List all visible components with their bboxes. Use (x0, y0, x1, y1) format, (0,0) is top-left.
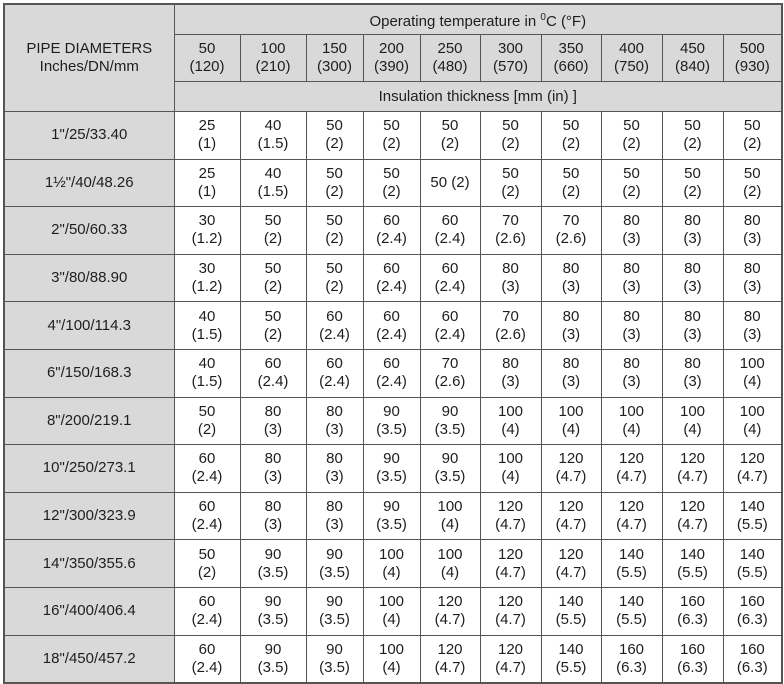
thickness-cell: 50 (2) (363, 159, 420, 207)
temperature-header: 450 (840) (662, 35, 723, 82)
thickness-cell: 160 (6.3) (601, 635, 662, 683)
thickness-cell: 160 (6.3) (723, 635, 782, 683)
thickness-cell: 120 (4.7) (662, 445, 723, 493)
thickness-cell: 80 (3) (723, 207, 782, 255)
thickness-cell: 60 (2.4) (240, 349, 306, 397)
thickness-cell: 50 (2) (480, 112, 541, 160)
thickness-cell: 90 (3.5) (240, 587, 306, 635)
temperature-header: 200 (390) (363, 35, 420, 82)
temperature-header: 500 (930) (723, 35, 782, 82)
operating-temperature-header (174, 4, 782, 35)
thickness-cell: 50 (2) (306, 112, 363, 160)
thickness-cell: 60 (2.4) (174, 492, 240, 540)
thickness-cell: 50 (2) (240, 207, 306, 255)
thickness-cell: 80 (3) (480, 254, 541, 302)
thickness-cell: 80 (3) (662, 302, 723, 350)
pipe-diameter-cell: 8"/200/219.1 (4, 397, 174, 445)
thickness-cell: 60 (2.4) (420, 207, 480, 255)
pipe-diameter-cell: 16"/400/406.4 (4, 587, 174, 635)
thickness-cell: 120 (4.7) (480, 492, 541, 540)
thickness-cell: 140 (5.5) (601, 587, 662, 635)
thickness-cell: 50 (2) (601, 159, 662, 207)
thickness-cell: 120 (4.7) (480, 540, 541, 588)
thickness-cell: 60 (2.4) (420, 254, 480, 302)
thickness-cell: 90 (3.5) (306, 635, 363, 683)
thickness-cell: 80 (3) (541, 302, 601, 350)
thickness-cell: 80 (3) (480, 349, 541, 397)
thickness-cell: 140 (5.5) (541, 635, 601, 683)
table-row (4, 112, 782, 160)
temperature-header: 150 (300) (306, 35, 363, 82)
pipe-diameter-cell: 4"/100/114.3 (4, 302, 174, 350)
table-row (4, 302, 782, 350)
table-row (4, 635, 782, 683)
thickness-cell: 70 (2.6) (420, 349, 480, 397)
thickness-cell: 50 (2) (240, 254, 306, 302)
pipe-diameter-cell: 14"/350/355.6 (4, 540, 174, 588)
table-row (4, 587, 782, 635)
temperature-header: 350 (660) (541, 35, 601, 82)
thickness-cell: 160 (6.3) (662, 635, 723, 683)
thickness-cell: 50 (2) (240, 302, 306, 350)
thickness-cell: 120 (4.7) (723, 445, 782, 493)
thickness-cell: 60 (2.4) (363, 254, 420, 302)
thickness-cell: 50 (2) (662, 112, 723, 160)
thickness-cell: 70 (2.6) (480, 207, 541, 255)
thickness-cell: 120 (4.7) (480, 587, 541, 635)
thickness-cell: 100 (4) (723, 397, 782, 445)
thickness-cell: 90 (3.5) (363, 397, 420, 445)
thickness-cell: 80 (3) (662, 349, 723, 397)
table-row (4, 159, 782, 207)
thickness-cell: 100 (4) (601, 397, 662, 445)
thickness-cell: 140 (5.5) (541, 587, 601, 635)
thickness-cell: 50 (2) (601, 112, 662, 160)
thickness-cell: 90 (3.5) (363, 492, 420, 540)
thickness-cell: 60 (2.4) (174, 445, 240, 493)
thickness-cell: 50 (2) (306, 254, 363, 302)
thickness-cell: 80 (3) (662, 207, 723, 255)
thickness-cell: 60 (2.4) (306, 349, 363, 397)
thickness-cell: 100 (4) (363, 587, 420, 635)
thickness-cell: 50 (2) (306, 207, 363, 255)
thickness-cell: 50 (2) (174, 397, 240, 445)
thickness-cell: 60 (2.4) (363, 207, 420, 255)
thickness-cell: 90 (3.5) (363, 445, 420, 493)
thickness-cell: 90 (3.5) (420, 445, 480, 493)
table-row (4, 397, 782, 445)
thickness-cell: 80 (3) (601, 302, 662, 350)
thickness-cell: 40 (1.5) (240, 112, 306, 160)
thickness-cell: 80 (3) (662, 254, 723, 302)
thickness-cell: 60 (2.4) (363, 302, 420, 350)
thickness-cell: 50 (2) (420, 159, 480, 207)
thickness-cell: 100 (4) (363, 540, 420, 588)
thickness-cell: 120 (4.7) (601, 492, 662, 540)
thickness-cell: 140 (5.5) (723, 540, 782, 588)
thickness-cell: 80 (3) (723, 254, 782, 302)
thickness-cell: 120 (4.7) (541, 540, 601, 588)
thickness-cell: 60 (2.4) (174, 587, 240, 635)
temp-title-text: Operating temperature in (369, 12, 541, 30)
thickness-cell: 25 (1) (174, 159, 240, 207)
thickness-cell: 160 (6.3) (723, 587, 782, 635)
temp-title-sup: 0 (540, 11, 546, 23)
thickness-cell: 50 (2) (363, 112, 420, 160)
thickness-cell: 70 (2.6) (480, 302, 541, 350)
thickness-cell: 90 (3.5) (306, 587, 363, 635)
thickness-cell: 50 (2) (480, 159, 541, 207)
table-row (4, 207, 782, 255)
table-row (4, 540, 782, 588)
temperature-header: 300 (570) (480, 35, 541, 82)
thickness-cell: 50 (2) (174, 540, 240, 588)
pipe-diameter-cell: 18"/450/457.2 (4, 635, 174, 683)
pipe-diameter-cell: 10"/250/273.1 (4, 445, 174, 493)
thickness-cell: 40 (1.5) (240, 159, 306, 207)
thickness-cell: 40 (1.5) (174, 349, 240, 397)
thickness-cell: 100 (4) (420, 540, 480, 588)
thickness-cell: 120 (4.7) (601, 445, 662, 493)
thickness-cell: 80 (3) (541, 254, 601, 302)
pipe-diameter-cell: 1½"/40/48.26 (4, 159, 174, 207)
thickness-cell: 50 (2) (723, 112, 782, 160)
pipe-diameter-cell: 3"/80/88.90 (4, 254, 174, 302)
thickness-cell: 100 (4) (541, 397, 601, 445)
temp-title-unit: C (°F) (545, 12, 587, 30)
thickness-cell: 90 (3.5) (420, 397, 480, 445)
thickness-cell: 80 (3) (601, 207, 662, 255)
thickness-cell: 120 (4.7) (541, 492, 601, 540)
table-row (4, 492, 782, 540)
thickness-cell: 80 (3) (240, 492, 306, 540)
temperature-header: 100 (210) (240, 35, 306, 82)
table-row (4, 254, 782, 302)
thickness-cell: 120 (4.7) (420, 635, 480, 683)
thickness-cell: 60 (2.4) (306, 302, 363, 350)
thickness-cell: 80 (3) (240, 397, 306, 445)
thickness-cell: 100 (4) (420, 492, 480, 540)
pipe-diameter-cell: 2"/50/60.33 (4, 207, 174, 255)
thickness-cell: 60 (2.4) (363, 349, 420, 397)
thickness-cell: 140 (5.5) (601, 540, 662, 588)
thickness-cell: 120 (4.7) (541, 445, 601, 493)
thickness-cell: 80 (3) (601, 254, 662, 302)
pipe-diameter-cell: 1"/25/33.40 (4, 112, 174, 160)
temperature-header: 50 (120) (174, 35, 240, 82)
thickness-cell: 80 (3) (306, 397, 363, 445)
thickness-cell: 160 (6.3) (662, 587, 723, 635)
thickness-cell: 50 (2) (541, 159, 601, 207)
thickness-cell: 80 (3) (306, 445, 363, 493)
thickness-cell: 30 (1.2) (174, 207, 240, 255)
insulation-thickness-header: Insulation thickness [mm (in) ] (174, 82, 782, 112)
thickness-cell: 120 (4.7) (420, 587, 480, 635)
thickness-cell: 90 (3.5) (306, 540, 363, 588)
thickness-cell: 100 (4) (480, 445, 541, 493)
thickness-cell: 100 (4) (723, 349, 782, 397)
table-row (4, 349, 782, 397)
thickness-cell: 80 (3) (541, 349, 601, 397)
thickness-cell: 120 (4.7) (480, 635, 541, 683)
thickness-cell: 50 (2) (541, 112, 601, 160)
thickness-cell: 90 (3.5) (240, 635, 306, 683)
thickness-cell: 50 (2) (662, 159, 723, 207)
table-row (4, 445, 782, 493)
thickness-cell: 90 (3.5) (240, 540, 306, 588)
thickness-cell: 100 (4) (363, 635, 420, 683)
pipe-diameter-cell: 12"/300/323.9 (4, 492, 174, 540)
thickness-cell: 80 (3) (723, 302, 782, 350)
thickness-cell: 120 (4.7) (662, 492, 723, 540)
thickness-cell: 80 (3) (240, 445, 306, 493)
insulation-thickness-table (3, 3, 783, 684)
thickness-cell: 60 (2.4) (420, 302, 480, 350)
thickness-cell: 50 (2) (723, 159, 782, 207)
thickness-cell: 50 (2) (306, 159, 363, 207)
pipe-diameters-header: PIPE DIAMETERS Inches/DN/mm (4, 4, 174, 112)
thickness-cell: 70 (2.6) (541, 207, 601, 255)
thickness-cell: 100 (4) (662, 397, 723, 445)
thickness-cell: 100 (4) (480, 397, 541, 445)
thickness-cell: 140 (5.5) (723, 492, 782, 540)
thickness-cell: 25 (1) (174, 112, 240, 160)
thickness-cell: 80 (3) (601, 349, 662, 397)
temperature-header: 400 (750) (601, 35, 662, 82)
temperature-header: 250 (480) (420, 35, 480, 82)
thickness-cell: 80 (3) (306, 492, 363, 540)
thickness-cell: 40 (1.5) (174, 302, 240, 350)
thickness-cell: 30 (1.2) (174, 254, 240, 302)
thickness-cell: 140 (5.5) (662, 540, 723, 588)
thickness-cell: 50 (2) (420, 112, 480, 160)
thickness-cell: 60 (2.4) (174, 635, 240, 683)
pipe-diameter-cell: 6"/150/168.3 (4, 349, 174, 397)
